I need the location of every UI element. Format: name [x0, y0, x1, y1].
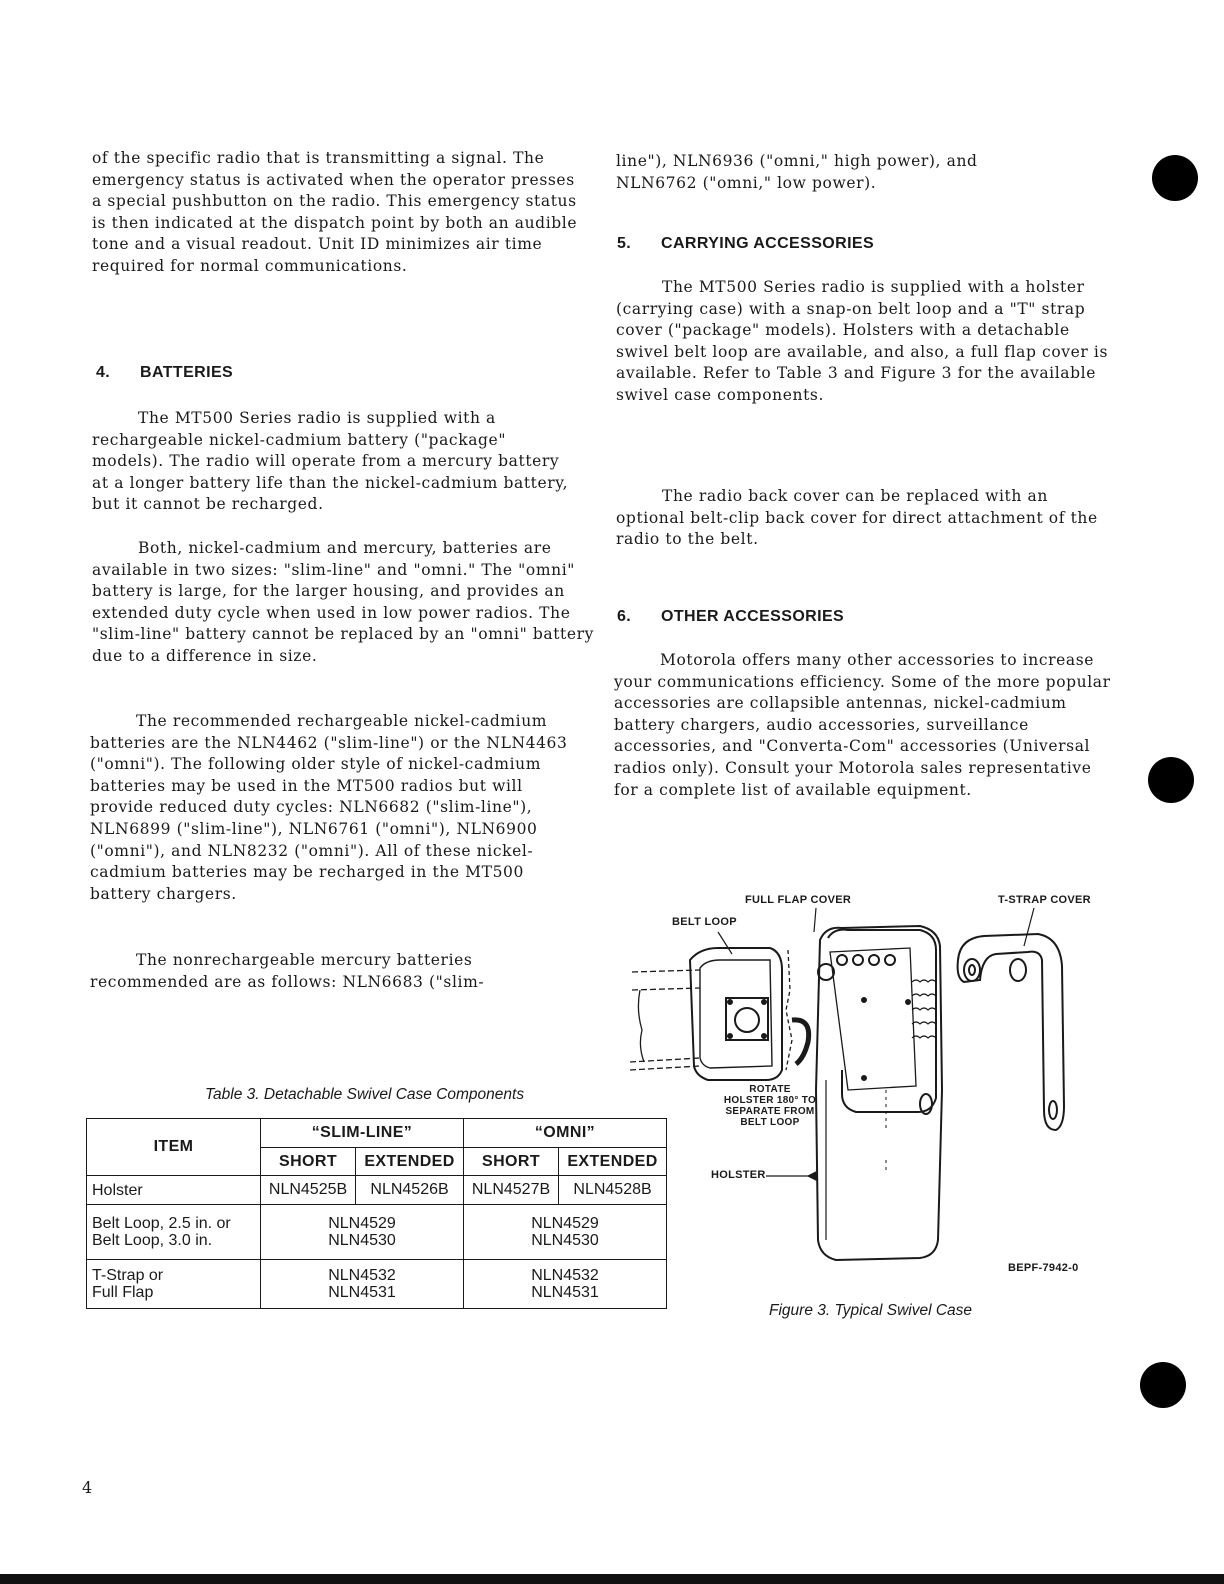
batteries-para-4: The nonrechargeable mercury batteries recommended are as follows: NLN6683 ("slim-	[90, 951, 485, 991]
punch-hole-middle	[1148, 757, 1194, 803]
section-4-title: BATTERIES	[140, 364, 234, 381]
omni-header: “OMNI”	[463, 1119, 666, 1148]
section-5-title: CARRYING ACCESSORIES	[661, 235, 875, 252]
carrying-para-2: The radio back cover can be replaced with an optional belt-clip back cover for direct attachment of the radio to the belt.	[616, 487, 1098, 549]
batteries-para-1: The MT500 Series radio is supplied with a rechargeable nickel-cadmium battery ("package" models). The radio will operate from a mercury battery at a longer battery life than the nickel-cadmium battery, but it cannot be recharged.	[92, 409, 569, 514]
table-3-caption: Table 3. Detachable Swivel Case Components	[205, 1086, 525, 1103]
section-4-heading	[96, 364, 233, 382]
intro-paragraph: of the specific radio that is transmitting a signal. The emergency status is activated when the operator presses a special pushbutton on the radio. This emergency status is then indicated at the dispatch point by both an audible tone and a visual readout. Unit ID minimizes air time required for normal communications.	[92, 149, 578, 275]
belt-loop-label: BELT LOOP	[672, 916, 737, 928]
omni-extended-header: EXTENDED	[559, 1148, 667, 1176]
table-row	[87, 1176, 667, 1205]
holster-label: HOLSTER	[711, 1169, 766, 1181]
section-4-number: 4.	[96, 364, 111, 381]
item-cell: Holster	[87, 1176, 261, 1205]
section-6-title: OTHER ACCESSORIES	[661, 608, 845, 625]
omni-short-header: SHORT	[463, 1148, 558, 1176]
value-cell: NLN4529 NLN4530	[261, 1205, 464, 1260]
slim-short-header: SHORT	[261, 1148, 356, 1176]
item-cell: Belt Loop, 2.5 in. or Belt Loop, 3.0 in.	[87, 1205, 261, 1260]
slim-line-header: “SLIM-LINE”	[261, 1119, 464, 1148]
value-cell: NLN4527B	[463, 1176, 558, 1205]
value-cell: NLN4525B	[261, 1176, 356, 1205]
batteries-para-3: The recommended rechargeable nickel-cadmium batteries are the NLN4462 ("slim-line") or the NLN4463 ("omni"). The following older style of nickel-cadmium batteries may be used in the MT500 radios but will provide reduced duty cycles: NLN6682 ("slim-line"), NLN6899 ("slim-line"), NLN6761 ("omni"), NLN6900 ("omni"), and NLN8232 ("omni"). All of these nickel-cadmium batteries may be recharged in the MT500 battery chargers.	[90, 712, 568, 903]
page-number: 4	[82, 1478, 93, 1497]
value-cell: NLN4529 NLN4530	[463, 1205, 666, 1260]
section-5-number: 5.	[617, 235, 632, 252]
table-row	[87, 1260, 667, 1309]
other-accessories-para: Motorola offers many other accessories to increase your communications efficiency. Some of the more popular accessories are collapsible antennas, nickel-cadmium battery chargers, audio accessories, surveillance accessories, and "Converta-Com" accessories (Universal radios only). Consult your Motorola sales representative for a complete list of available equipment.	[614, 651, 1111, 799]
continued-paragraph: line"), NLN6936 ("omni," high power), and NLN6762 ("omni," low power).	[616, 152, 978, 192]
item-cell: T-Strap or Full Flap	[87, 1260, 261, 1309]
figure-reference-code: BEPF-7942-0	[1008, 1262, 1079, 1274]
section-6-number: 6.	[617, 608, 632, 625]
value-cell: NLN4526B	[356, 1176, 464, 1205]
table-header-row	[87, 1119, 667, 1148]
figure-3-caption: Figure 3. Typical Swivel Case	[769, 1302, 973, 1319]
value-cell: NLN4532 NLN4531	[463, 1260, 666, 1309]
scan-edge-bar	[0, 1574, 1224, 1584]
batteries-para-2: Both, nickel-cadmium and mercury, batteries are available in two sizes: "slim-line" and "omni." The "omni" battery is large, for the larger housing, and provides an extended duty cycle when used in low power radios. The "slim-line" battery cannot be replaced by an "omni" battery due to a difference in size.	[92, 539, 595, 665]
punch-hole-top	[1152, 155, 1198, 201]
t-strap-cover-label: T-STRAP COVER	[998, 894, 1091, 906]
value-cell: NLN4532 NLN4531	[261, 1260, 464, 1309]
carrying-para-1: The MT500 Series radio is supplied with a holster (carrying case) with a snap-on belt loop and a "T" strap cover ("package" models). Holsters with a detachable swivel belt loop are available, and also, a full flap cover is available. Refer to Table 3 and Figure 3 for the available swivel case components.	[616, 278, 1109, 404]
punch-hole-bottom	[1140, 1362, 1186, 1408]
full-flap-cover-label: FULL FLAP COVER	[745, 894, 852, 906]
swivel-case-components-table	[86, 1118, 667, 1309]
item-header: ITEM	[87, 1119, 261, 1176]
swivel-case-illustration	[620, 890, 1100, 1270]
section-6-heading	[617, 608, 844, 626]
slim-extended-header: EXTENDED	[356, 1148, 464, 1176]
value-cell: NLN4528B	[559, 1176, 667, 1205]
rotate-holster-label: ROTATE HOLSTER 180° TO SEPARATE FROM BELT LOOP	[723, 1084, 817, 1128]
table-row	[87, 1205, 667, 1260]
section-5-heading	[617, 235, 874, 253]
